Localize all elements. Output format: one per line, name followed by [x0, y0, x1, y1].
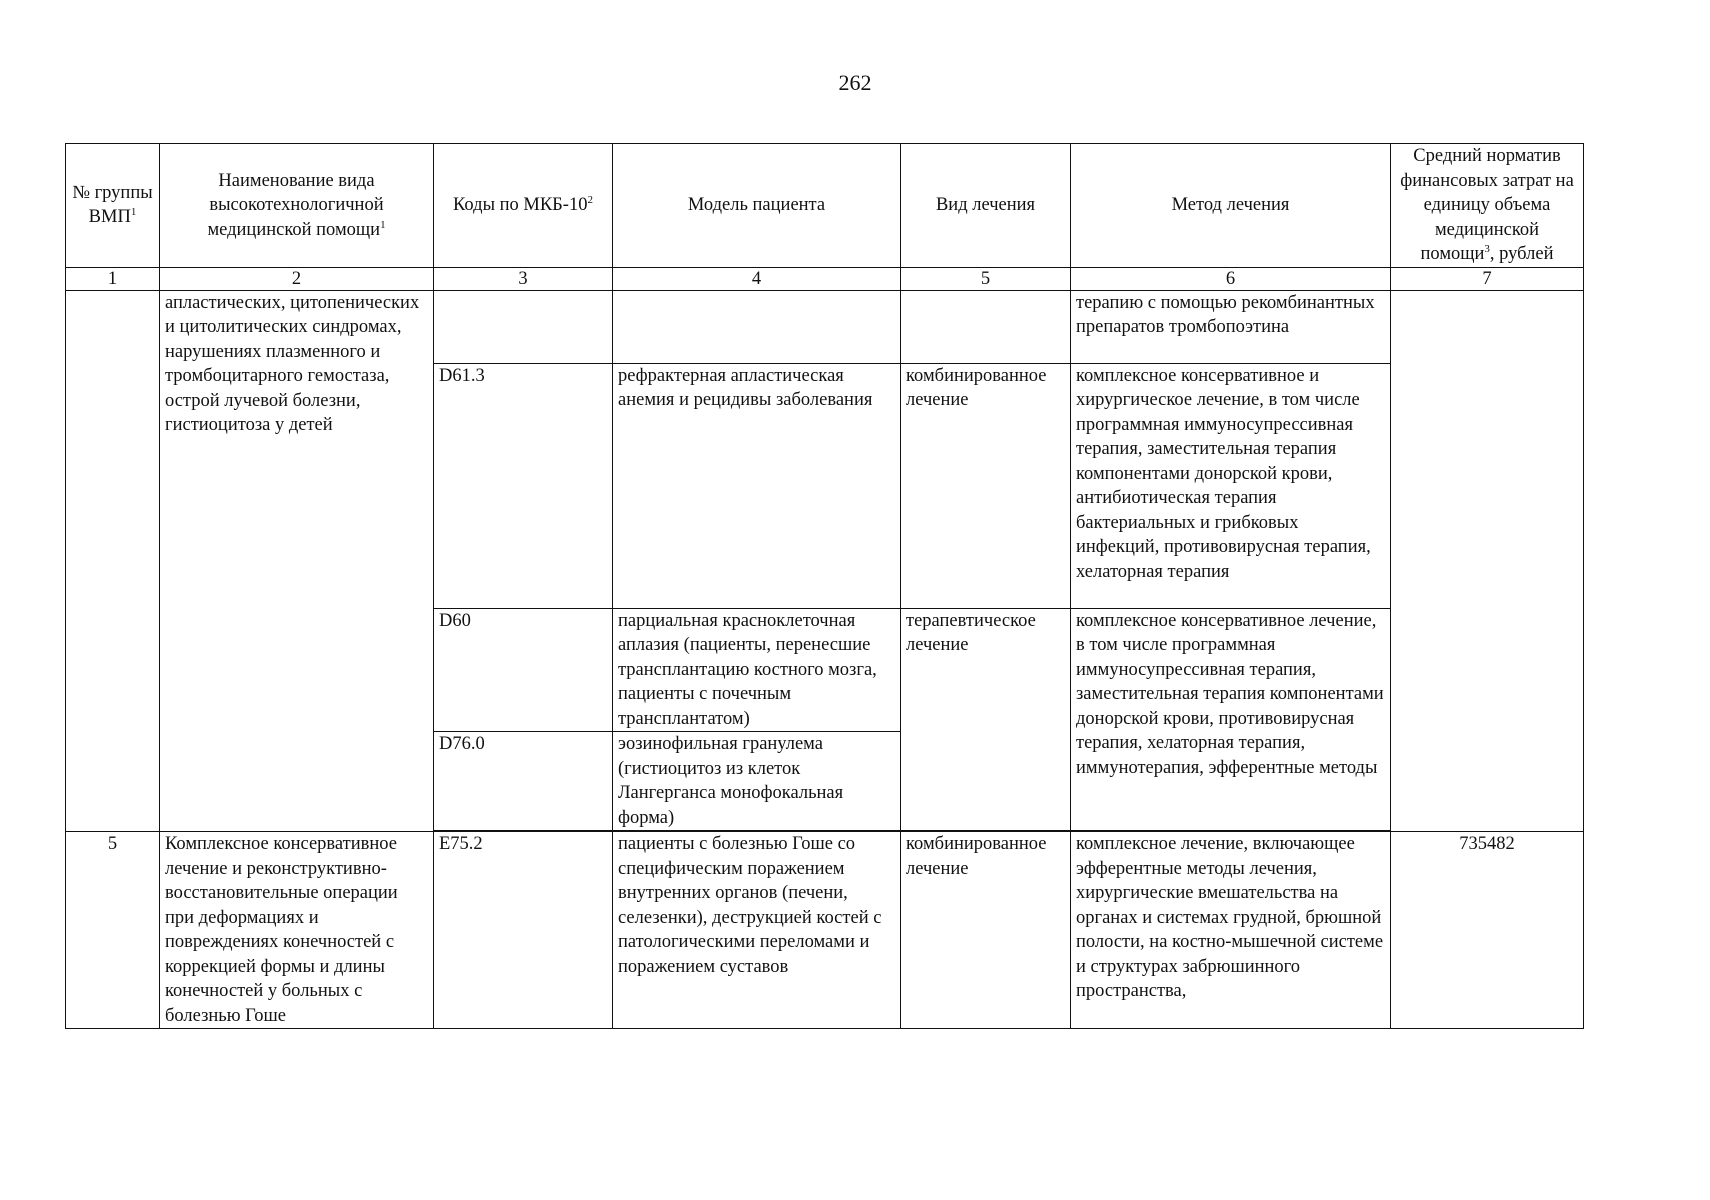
- patient-model-cell: [613, 290, 901, 363]
- column-number: 5: [901, 267, 1071, 290]
- header-group-number: № группы ВМП$^1$: [66, 144, 160, 268]
- header-treatment-method: Метод лечения: [1071, 144, 1391, 268]
- column-number: 1: [66, 267, 160, 290]
- column-number: 7: [1391, 267, 1584, 290]
- cost-cell: [1391, 290, 1584, 832]
- header-patient-model: Модель пациента: [613, 144, 901, 268]
- care-type-cell: апластических, цитопенических и цитолитических синдромах, нарушениях плазменного и тромбоцитарного гемостаза, острой лучевой болезни, гистиоцитоза у детей: [160, 290, 434, 832]
- icd-code-cell: D76.0: [434, 732, 613, 831]
- treatment-type-cell: комбинированное лечение: [901, 363, 1071, 608]
- treatment-type-cell: [901, 290, 1071, 363]
- header-care-type: Наименование вида высокотехнологичной медицинской помощи$^1$: [160, 144, 434, 268]
- header-cost-norm: Средний норматив финансовых затрат на единицу объема медицинской помощи$^3$, рублей: [1391, 144, 1584, 268]
- hmc-table: [65, 143, 1584, 1029]
- table-row: [66, 290, 1584, 363]
- patient-model-cell: пациенты с болезнью Гоше со специфическим поражением внутренних органов (печени, селезенки), деструкцией костей с патологическими переломами и поражением суставов: [613, 832, 901, 1029]
- patient-model-cell: парциальная красноклеточная аплазия (пациенты, перенесшие трансплантацию костного мозга, пациенты с почечным трансплантатом): [613, 608, 901, 732]
- treatment-method-cell: комплексное лечение, включающее эфферентные методы лечения, хирургические вмешательства на органах и системах грудной, брюшной полости, на костно-мышечной системе и структурах забрюшинного пространства,: [1071, 832, 1391, 1029]
- table-row-group-5: [66, 832, 1584, 1029]
- group-number-cell: [66, 290, 160, 832]
- icd-code-cell: E75.2: [434, 832, 613, 1029]
- treatment-method-cell: терапию с помощью рекомбинантных препаратов тромбопоэтина: [1071, 290, 1391, 363]
- patient-model-cell: эозинофильная гранулема (гистиоцитоз из клеток Лангерганса монофокальная форма): [613, 732, 901, 831]
- care-type-cell: Комплексное консервативное лечение и реконструктивно-восстановительные операции при деформациях и повреждениях конечностей с коррекцией формы и длины конечностей у больных с болезнью Гоше: [160, 832, 434, 1029]
- treatment-type-cell: терапевтическое лечение: [901, 608, 1071, 831]
- column-number: 2: [160, 267, 434, 290]
- icd-code-cell: D61.3: [434, 363, 613, 608]
- icd-code-cell: [434, 290, 613, 363]
- header-icd-codes: Коды по МКБ-$10^2$: [434, 144, 613, 268]
- treatment-method-cell: комплексное консервативное и хирургическое лечение, в том числе программная иммуносупрессивная терапия, заместительная терапия компонентами донорской крови, антибиотическая терапия бактериальных и грибковых инфекций, противовирусная терапия, хелаторная терапия: [1071, 363, 1391, 608]
- column-number: 6: [1071, 267, 1391, 290]
- treatment-method-cell: комплексное консервативное лечение, в том числе программная иммуносупрессивная терапия, заместительная терапия компонентами донорской крови, противовирусная терапия, хелаторная терапия, иммунотерапия, эфферентные методы: [1071, 608, 1391, 831]
- icd-code-cell: D60: [434, 608, 613, 732]
- page-number: 262: [838, 70, 872, 95]
- column-number-row: [66, 267, 1584, 290]
- column-number: 3: [434, 267, 613, 290]
- group-number-cell: 5: [66, 832, 160, 1029]
- cost-cell: 735482: [1391, 832, 1584, 1029]
- column-number: 4: [613, 267, 901, 290]
- patient-model-cell: рефрактерная апластическая анемия и рецидивы заболевания: [613, 363, 901, 608]
- header-row: [66, 144, 1584, 268]
- header-treatment-type: Вид лечения: [901, 144, 1071, 268]
- treatment-type-cell: комбинированное лечение: [901, 832, 1071, 1029]
